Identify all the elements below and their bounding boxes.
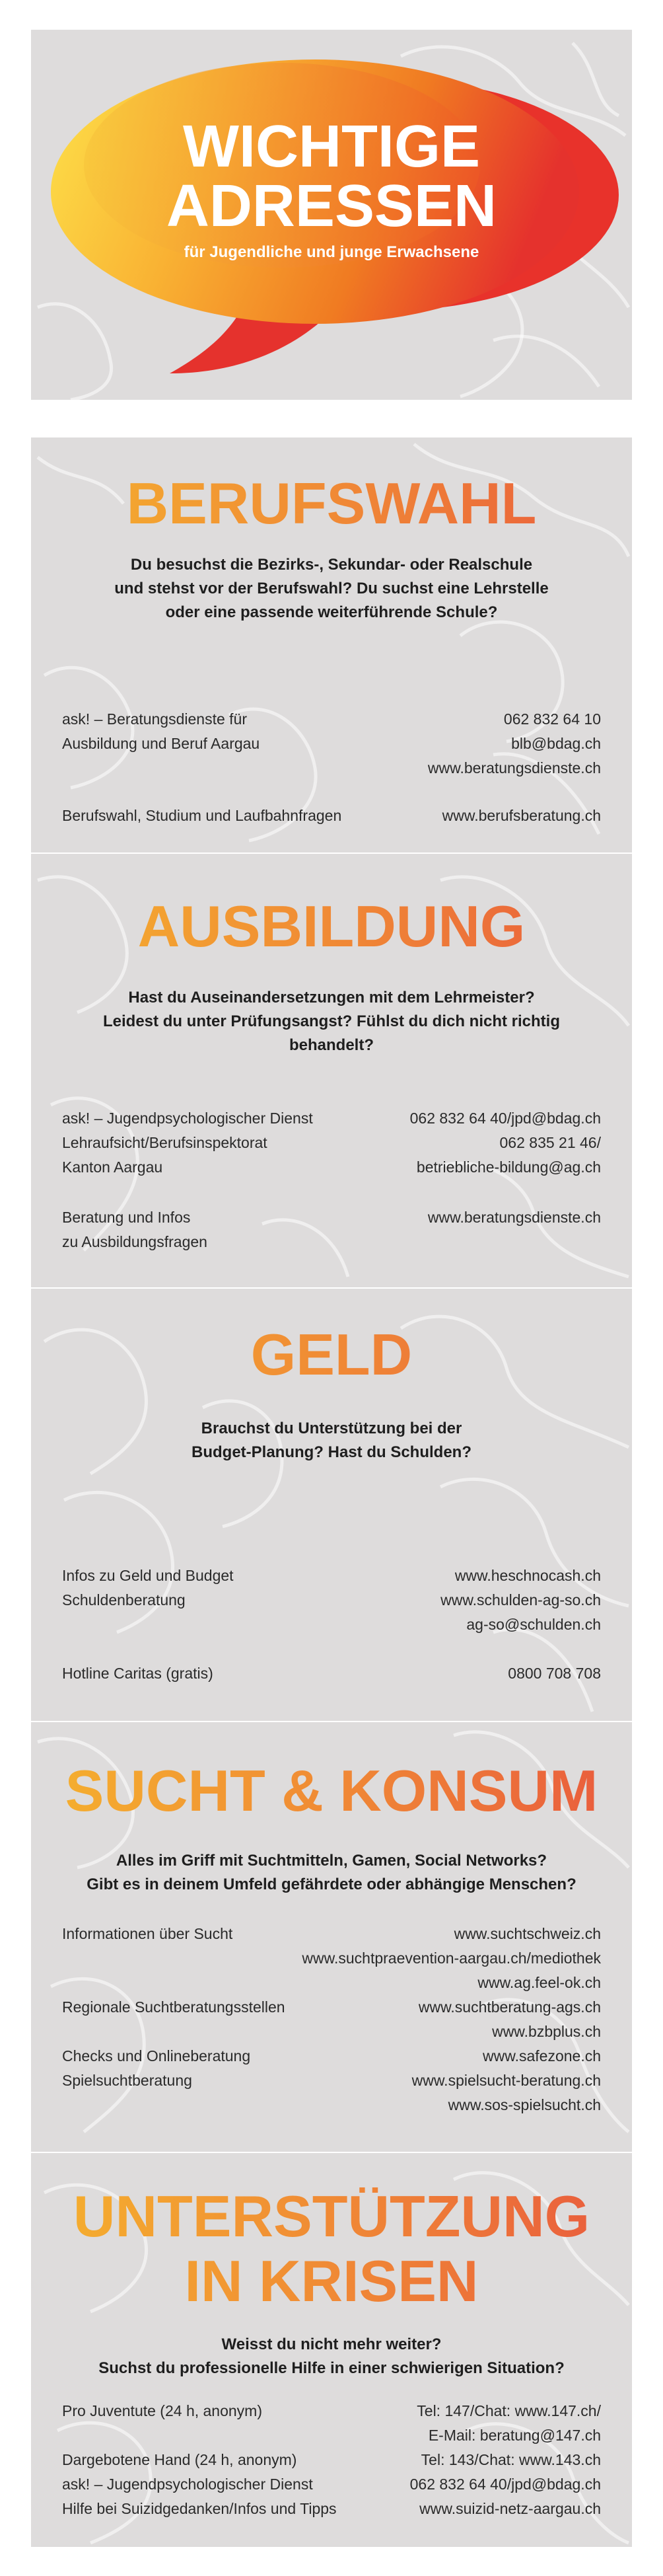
entry-label: Beratung und Infos [62,1209,191,1226]
entry-label: ask! – Jugendpsychologischer Dienst [62,2476,313,2493]
email-link: betriebliche-bildung@ag.ch [416,1158,601,1176]
entry-label: Dargebotene Hand (24 h, anonym) [62,2451,297,2468]
intro-line: Hast du Auseinandersetzungen mit dem Lehrmeister? [128,989,535,1006]
entry-label: Hotline Caritas (gratis) [62,1665,213,1682]
entry-label: Checks und Onlineberatung [62,2047,251,2065]
entry-label: Lehraufsicht/Berufsinspektorat [62,1134,267,1151]
section-ausbildung [31,854,632,1287]
website-link: www.safezone.ch [483,2047,601,2065]
section-intro [71,553,592,625]
website-link: www.bzbplus.ch [492,2023,601,2040]
section-sucht-konsum [31,1722,632,2152]
entry-label: Regionale Suchtberatungsstellen [62,1998,285,2016]
email-link: blb@bdag.ch [511,735,601,752]
phone-number: 0800 708 708 [508,1665,601,1682]
header-banner [31,30,632,400]
entry-label: Hilfe bei Suizidgedanken/Infos und Tipps [62,2500,337,2517]
section-title: BERUFSWAHL [31,474,632,533]
section-intro [71,1849,592,1897]
section-intro [71,986,592,1057]
website-link: www.ag.feel-ok.ch [477,1974,601,1991]
entry-label: Spielsuchtberatung [62,2072,192,2089]
section-title: GELD [31,1326,632,1384]
intro-line: Weisst du nicht mehr weiter? [221,2335,442,2353]
section-geld [31,1289,632,1721]
header-title-line1: WICHTIGE [183,114,480,180]
entry-label: zu Ausbildungsfragen [62,1233,207,1250]
entry-label: Berufswahl, Studium und Laufbahnfragen [62,807,342,824]
intro-line: behandelt? [289,1036,374,1054]
section-intro [71,1417,592,1464]
section-intro [71,2333,592,2380]
phone-number: 062 832 64 10 [503,710,601,728]
email-link: ag-so@schulden.ch [466,1616,601,1633]
intro-line: Suchst du professionelle Hilfe in einer schwierigen Situation? [98,2359,565,2377]
intro-line: Brauchst du Unterstützung bei der [201,1420,462,1437]
entry-label: Pro Juventute (24 h, anonym) [62,2402,262,2419]
header-title-line2: ADRESSEN [166,173,497,239]
section-title-line1: UNTERSTÜTZUNG [31,2187,632,2246]
contact-line: Tel: 147/Chat: www.147.ch/ [417,2402,601,2419]
email-link: E-Mail: beratung@147.ch [428,2427,601,2444]
phone-number: 062 835 21 46/ [499,1134,601,1151]
website-link: www.suizid-netz-aargau.ch [419,2500,601,2517]
website-link: www.suchtpraevention-aargau.ch/mediothek [302,1950,601,1967]
section-title: SUCHT & KONSUM [31,1762,632,1820]
intro-line: Leidest du unter Prüfungsangst? Fühlst du dich nicht richtig [103,1012,560,1030]
contact-line: Tel: 143/Chat: www.143.ch [421,2451,601,2468]
website-link: www.berufsberatung.ch [442,807,601,824]
website-link: www.beratungsdienste.ch [427,1209,601,1226]
section-berufswahl [31,437,632,852]
entry-label: ask! – Jugendpsychologischer Dienst [62,1110,313,1127]
intro-line: oder eine passende weiterführende Schule? [165,603,498,621]
website-link: www.spielsucht-beratung.ch [411,2072,601,2089]
header-subtitle: für Jugendliche und junge Erwachsene [184,243,479,261]
contact-line: 062 832 64 40/jpd@bdag.ch [409,1110,601,1127]
website-link: www.beratungsdienste.ch [427,759,601,777]
section-krisen [31,2153,632,2547]
entry-label: Infos zu Geld und Budget [62,1567,234,1584]
intro-line: Gibt es in deinem Umfeld gefährdete oder abhängige Menschen? [87,1875,576,1893]
website-link: www.sos-spielsucht.ch [448,2096,601,2113]
website-link: www.suchtschweiz.ch [454,1925,601,1942]
entry-label: Informationen über Sucht [62,1925,233,1942]
website-link: www.suchtberatung-ags.ch [418,1998,601,2016]
intro-line: und stehst vor der Berufswahl? Du suchst eine Lehrstelle [114,580,549,597]
intro-line: Budget-Planung? Hast du Schulden? [192,1443,471,1461]
entry-label: ask! – Beratungsdienste für [62,710,247,728]
contact-line: 062 832 64 40/jpd@bdag.ch [409,2476,601,2493]
section-title: AUSBILDUNG [31,897,632,956]
entry-label: Ausbildung und Beruf Aargau [62,735,260,752]
website-link: www.heschnocash.ch [454,1567,601,1584]
intro-line: Alles im Griff mit Suchtmitteln, Gamen, Social Networks? [116,1852,547,1870]
entry-label: Kanton Aargau [62,1158,163,1176]
intro-line: Du besuchst die Bezirks-, Sekundar- oder Realschule [130,556,533,574]
website-link: www.schulden-ag-so.ch [440,1591,601,1609]
section-title-line2: IN KRISEN [31,2252,632,2310]
entry-label: Schuldenberatung [62,1591,186,1609]
